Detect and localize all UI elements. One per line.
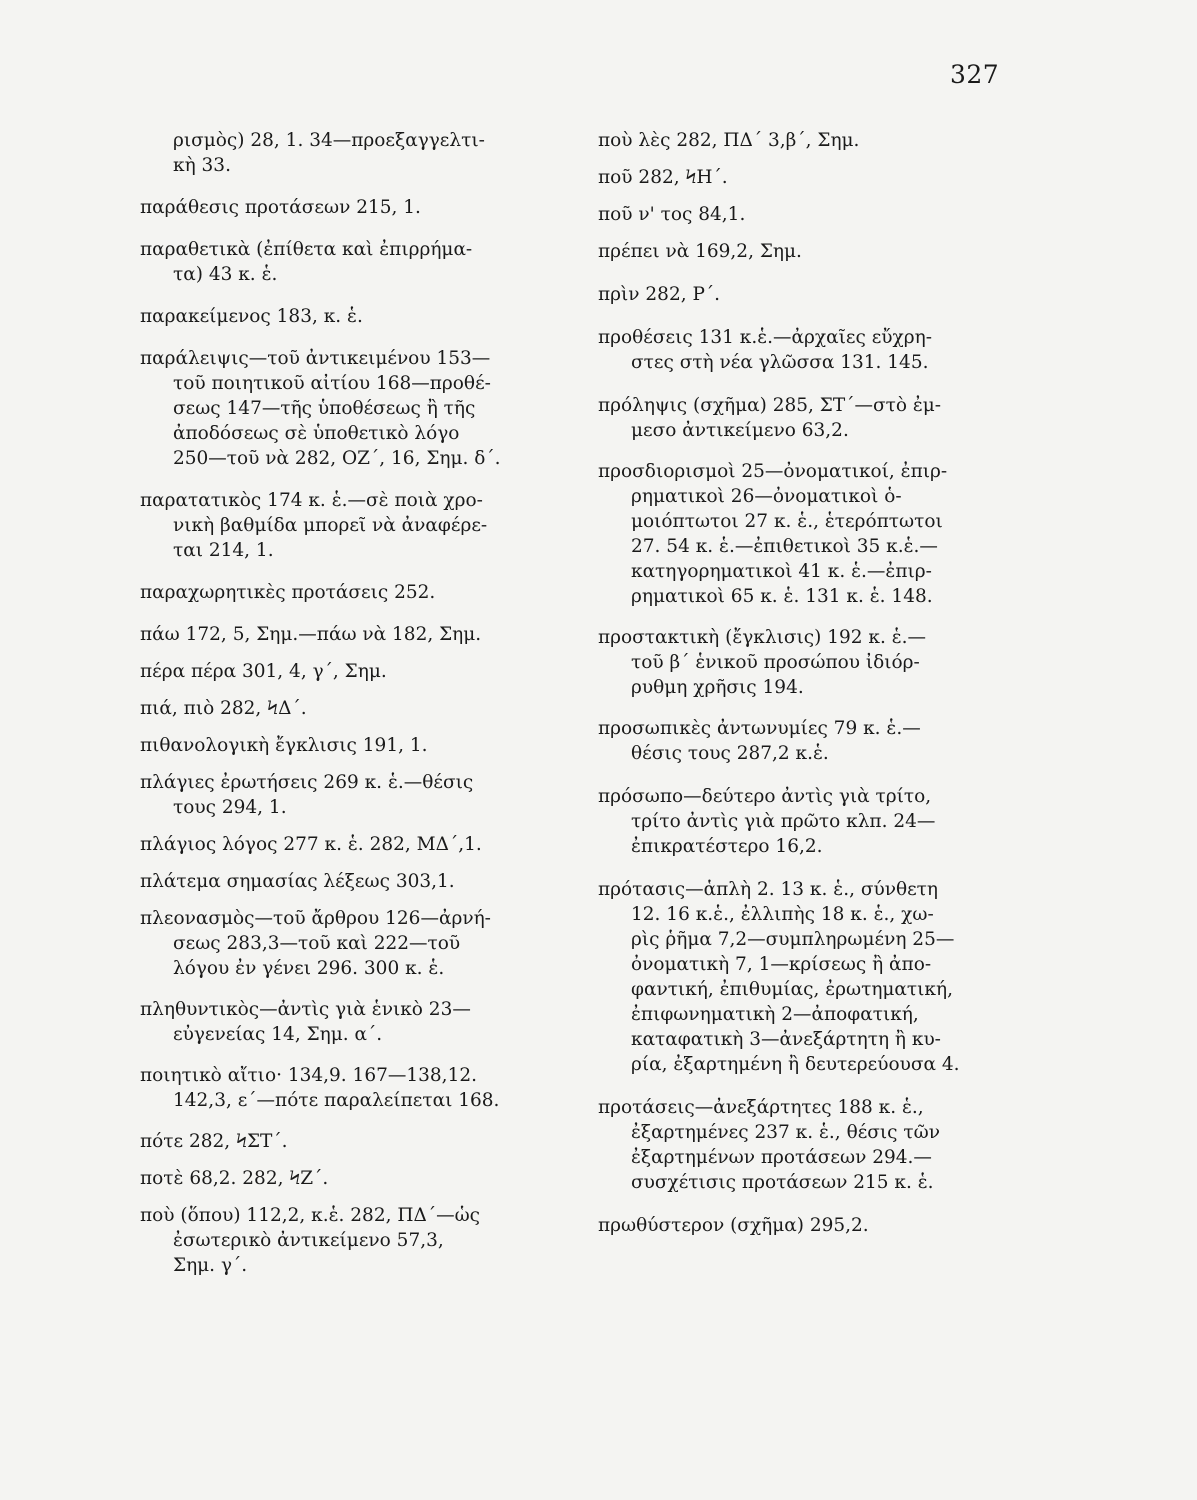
index-continuation-line: θέσις τους 287,2 κ.ἑ. (631, 743, 829, 764)
index-continuation-line: ρία, ἐξαρτημένη ἢ δευτερεύουσα 4. (631, 1054, 960, 1075)
index-entry (598, 393, 998, 443)
index-continuation-line: νικὴ βαθμίδα μπορεῖ νὰ ἀναφέρε- (173, 515, 488, 536)
index-continuation-line: λόγου ἐν γένει 296. 300 κ. ἑ. (173, 958, 445, 979)
index-continuation-line: στες στὴ νέα γλῶσσα 131. 145. (631, 352, 929, 373)
index-headword-line: πότε 282, ϞΣΤ΄. (140, 1131, 288, 1152)
index-continuation-line: εὐγενείας 14, Σημ. α΄. (173, 1024, 383, 1045)
index-continuation-line: 27. 54 κ. ἑ.—ἐπιθετικοὶ 35 κ.ἑ.— (631, 536, 938, 557)
index-continuation-line: τοῦ β΄ ἑνικοῦ προσώπου ἰδιόρ- (631, 652, 920, 673)
index-headword-line: πιθανολογικὴ ἔγκλισις 191, 1. (140, 735, 428, 756)
index-entry (598, 459, 998, 609)
index-continuation-line: ἐσωτερικὸ ἀντικείμενο 57,3, (173, 1230, 444, 1251)
index-continuation-line: 250—τοῦ νὰ 282, ΟΖ΄, 16, Σημ. δ΄. (173, 448, 501, 469)
index-headword-line: προσωπικὲς ἀντωνυμίες 79 κ. ἑ.— (598, 718, 921, 739)
index-continuation-line: ἐπιφωνηματικὴ 2—ἀποφατική, (631, 1004, 919, 1025)
index-entry (598, 877, 998, 1077)
index-headword-line: παραχωρητικὲς προτάσεις 252. (140, 582, 436, 603)
index-headword-line: πρὶν 282, Ρ΄. (598, 284, 721, 305)
index-headword-line: ποτὲ 68,2. 282, ϞΖ΄. (140, 1168, 329, 1189)
index-continuation-line: συσχέτισις προτάσεων 215 κ. ἑ. (631, 1172, 934, 1193)
index-entry (598, 128, 998, 153)
index-headword-line: παρατατικὸς 174 κ. ἑ.—σὲ ποιὰ χρο- (140, 490, 483, 511)
index-column-right (598, 128, 998, 1238)
index-continuation-line: 142,3, ε΄—πότε παραλείπεται 168. (173, 1090, 500, 1111)
index-continuation-line: ἐξαρτημένων προτάσεων 294.— (631, 1147, 932, 1168)
index-column-left (140, 128, 545, 1278)
index-entry (140, 770, 545, 820)
index-entry (140, 1063, 545, 1113)
index-entry (140, 488, 545, 563)
index-entry (598, 165, 998, 190)
index-headword-line: προθέσεις 131 κ.ἑ.—ἀρχαῖες εὔχρη- (598, 327, 932, 348)
index-headword-line: πρόσωπο—δεύτερο ἀντὶς γιὰ τρίτο, (598, 786, 932, 807)
index-entry (140, 237, 545, 287)
index-headword-line: πρωθύστερον (σχῆμα) 295,2. (598, 1215, 869, 1236)
index-entry (598, 239, 998, 264)
index-continuation-line: τους 294, 1. (173, 797, 287, 818)
index-continuation-line: ὀνοματικὴ 7, 1—κρίσεως ἢ ἀπο- (631, 954, 932, 975)
index-entry (140, 1203, 545, 1278)
index-entry (140, 696, 545, 721)
index-entry (598, 784, 998, 859)
index-headword-line: πέρα πέρα 301, 4, γ΄, Σημ. (140, 661, 387, 682)
index-headword-line: πιά, πιὸ 282, ϞΔ΄. (140, 698, 307, 719)
index-continuation-line: ἀποδόσεως σὲ ὑποθετικὸ λόγο (173, 423, 460, 444)
index-continuation-line: ρηματικοὶ 65 κ. ἑ. 131 κ. ἑ. 148. (631, 586, 933, 607)
index-entry (140, 128, 545, 178)
index-entry (140, 580, 545, 605)
index-headword-line: παραθετικὰ (ἐπίθετα καὶ ἐπιρρήμα- (140, 239, 473, 260)
index-entry (598, 325, 998, 375)
index-entry (140, 733, 545, 758)
index-entry (140, 906, 545, 981)
index-continuation-line: σεως 147—τῆς ὑποθέσεως ἢ τῆς (173, 398, 476, 419)
index-entry (598, 625, 998, 700)
index-headword-line: πλάγιος λόγος 277 κ. ἑ. 282, ΜΔ΄,1. (140, 834, 482, 855)
index-entry (140, 304, 545, 329)
index-entry (598, 282, 998, 307)
index-continuation-line: Σημ. γ΄. (173, 1255, 248, 1276)
index-headword-line: προσδιορισμοὶ 25—ὀνοματικοί, ἐπιρ- (598, 461, 948, 482)
index-continuation-line: κατηγορηματικοὶ 41 κ. ἑ.—ἐπιρ- (631, 561, 932, 582)
index-entry (140, 195, 545, 220)
index-headword-line: πρέπει νὰ 169,2, Σημ. (598, 241, 802, 262)
index-headword-line: πληθυντικὸς—ἀντὶς γιὰ ἑνικὸ 23— (140, 999, 471, 1020)
index-continuation-line: τα) 43 κ. ἑ. (173, 264, 278, 285)
index-continuation-line: ρὶς ῥῆμα 7,2—συμπληρωμένη 25— (631, 929, 955, 950)
index-headword-line: ποὺ (ὅπου) 112,2, κ.ἑ. 282, ΠΔ΄—ὡς (140, 1205, 481, 1226)
index-headword-line: ρισμὸς) 28, 1. 34—προεξαγγελτι- (173, 130, 485, 151)
index-continuation-line: κὴ 33. (173, 155, 231, 176)
index-entry (140, 1166, 545, 1191)
index-continuation-line: καταφατικὴ 3—ἀνεξάρτητη ἢ κυ- (631, 1029, 941, 1050)
page-number: 327 (950, 60, 1000, 89)
index-continuation-line: φαντική, ἐπιθυμίας, ἐρωτηματική, (631, 979, 953, 1000)
index-continuation-line: 12. 16 κ.ἑ., ἐλλιπὴς 18 κ. ἑ., χω- (631, 904, 934, 925)
index-continuation-line: τοῦ ποιητικοῦ αἰτίου 168—προθέ- (173, 373, 491, 394)
index-entry (140, 622, 545, 647)
index-entry (140, 1129, 545, 1154)
index-headword-line: παρακείμενος 183, κ. ἑ. (140, 306, 363, 327)
index-entry (140, 659, 545, 684)
index-continuation-line: ἐπικρατέστερο 16,2. (631, 836, 823, 857)
index-headword-line: ποῦ 282, ϞΗ΄. (598, 167, 728, 188)
index-continuation-line: ται 214, 1. (173, 540, 274, 561)
index-headword-line: πρόληψις (σχῆμα) 285, ΣΤ΄—στὸ ἐμ- (598, 395, 942, 416)
index-headword-line: πάω 172, 5, Σημ.—πάω νὰ 182, Σημ. (140, 624, 482, 645)
index-headword-line: παράλειψις—τοῦ ἀντικειμένου 153— (140, 348, 491, 369)
index-headword-line: ποῦ ν' τος 84,1. (598, 204, 746, 225)
index-headword-line: πλάτεμα σημασίας λέξεως 303,1. (140, 871, 455, 892)
index-continuation-line: τρίτο ἀντὶς γιὰ πρῶτο κλπ. 24— (631, 811, 936, 832)
index-headword-line: ποὺ λὲς 282, ΠΔ΄ 3,β΄, Σημ. (598, 130, 860, 151)
index-headword-line: πλεονασμὸς—τοῦ ἄρθρου 126—ἀρνή- (140, 908, 491, 929)
index-headword-line: πρότασις—ἁπλὴ 2. 13 κ. ἑ., σύνθετη (598, 879, 938, 900)
index-continuation-line: μεσο ἀντικείμενο 63,2. (631, 420, 849, 441)
index-headword-line: προστακτικὴ (ἔγκλισις) 192 κ. ἑ.— (598, 627, 927, 648)
index-continuation-line: ρηματικοὶ 26—ὀνοματικοὶ ὁ- (631, 486, 902, 507)
index-continuation-line: μοιόπτωτοι 27 κ. ἑ., ἑτερόπτωτοι (631, 511, 943, 532)
index-entry (598, 1095, 998, 1195)
index-entry (598, 1213, 998, 1238)
index-entry (140, 832, 545, 857)
index-entry (140, 997, 545, 1047)
index-continuation-line: σεως 283,3—τοῦ καὶ 222—τοῦ (173, 933, 461, 954)
index-entry (140, 869, 545, 894)
index-headword-line: ποιητικὸ αἴτιο· 134,9. 167—138,12. (140, 1065, 477, 1086)
index-headword-line: παράθεσις προτάσεων 215, 1. (140, 197, 421, 218)
index-entry (598, 202, 998, 227)
index-continuation-line: ἐξαρτημένες 237 κ. ἑ., θέσις τῶν (631, 1122, 940, 1143)
index-entry (598, 716, 998, 766)
index-continuation-line: ρυθμη χρῆσις 194. (631, 677, 804, 698)
index-entry (140, 346, 545, 471)
index-headword-line: πλάγιες ἐρωτήσεις 269 κ. ἑ.—θέσις (140, 772, 474, 793)
index-headword-line: προτάσεις—ἀνεξάρτητες 188 κ. ἑ., (598, 1097, 924, 1118)
